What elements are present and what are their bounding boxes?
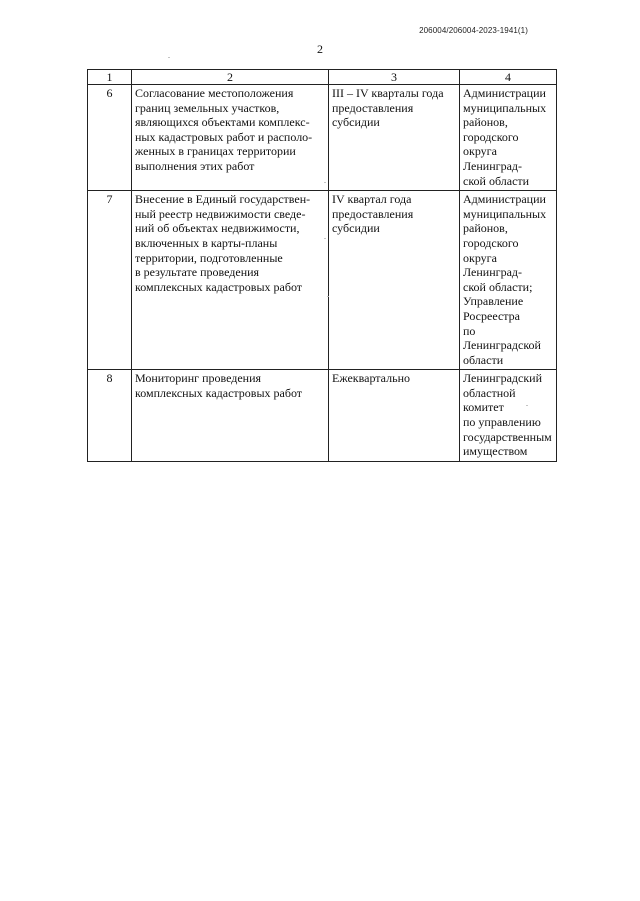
row-number: 6 [88,85,132,191]
deadline-cell: IV квартал года предоставления субсидии [329,191,460,370]
column-header-2: 2 [132,70,329,85]
table-row [88,191,557,370]
scan-speck [324,238,326,239]
document-id: 206004/206004-2023-1941(1) [419,26,528,35]
column-header-3: 3 [329,70,460,85]
responsible-cell: Ленинградский областной комитет по управлению государственным имуществом [460,370,557,462]
responsible-cell: Администрации муниципальных районов, городского округа Ленинград- ской области; Управление Росреестра по Ленинградской области [460,191,557,370]
scan-speck [168,57,170,58]
page-number: 2 [317,42,323,56]
action-cell: Согласование местоположения границ земельных участков, являющихся объектами комплекс- ных кадастровых работ и располо- женных в границах территории выполнения этих работ [132,85,329,191]
column-header-4: 4 [460,70,557,85]
schedule-table [87,69,557,462]
scan-speck [327,296,329,297]
deadline-cell: Ежеквартально [329,370,460,462]
table-row [88,85,557,191]
column-header-1: 1 [88,70,132,85]
row-number: 8 [88,370,132,462]
action-cell: Мониторинг проведения комплексных кадастровых работ [132,370,329,462]
responsible-cell: Администрации муниципальных районов, городского округа Ленинград- ской области [460,85,557,191]
action-cell: Внесение в Единый государствен- ный реестр недвижимости сведе- ний об объектах недвижимости, включенных в карты-планы территории, подготовленные в результате проведения комплексных кадастровых работ [132,191,329,370]
scan-speck [526,405,528,406]
table-row [88,370,557,462]
row-number: 7 [88,191,132,370]
deadline-cell: III – IV кварталы года предоставления субсидии [329,85,460,191]
table-header-row [88,70,557,85]
scan-speck [324,182,326,183]
